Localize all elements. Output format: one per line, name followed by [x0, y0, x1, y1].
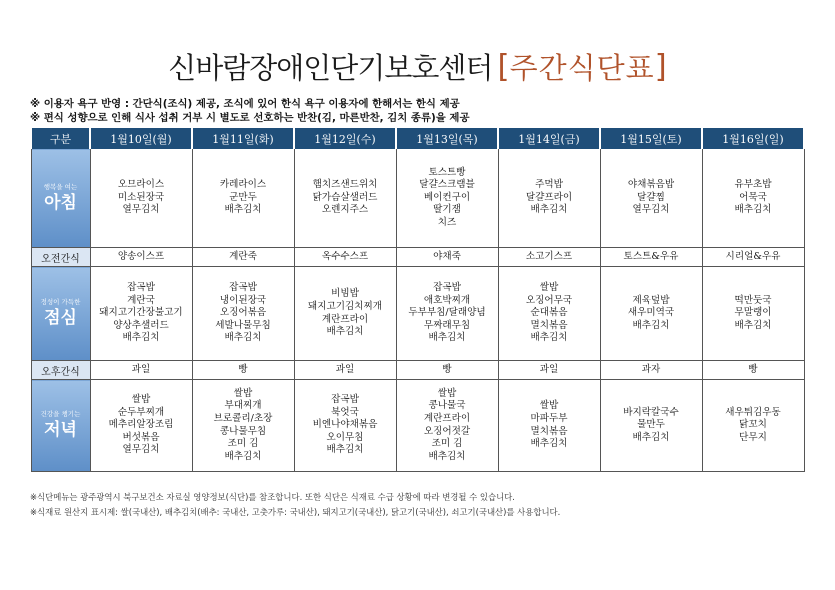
am-snack-cell: 소고기스프 — [498, 248, 600, 267]
breakfast-cell — [600, 149, 702, 248]
am-snack-label: 오전간식 — [31, 248, 90, 267]
pm-snack-cell: 빵 — [396, 361, 498, 380]
dinner-sublabel: 건강을 챙기는 — [40, 410, 81, 418]
menu-item: 순대볶음 — [530, 307, 568, 319]
menu-item: 오징어젓갈 — [423, 425, 471, 437]
menu-item: 닭가슴살샐러드 — [312, 191, 378, 203]
menu-item: 잡곡밥 — [229, 282, 257, 294]
dinner-cell — [192, 380, 294, 472]
pm-snack-cell: 빵 — [702, 361, 804, 380]
dinner-label — [31, 380, 90, 472]
menu-item: 잡곡밥 — [433, 282, 461, 294]
page-title — [0, 46, 835, 87]
lunch-cell — [294, 267, 396, 361]
menu-item: 배추김치 — [632, 319, 670, 331]
breakfast-cell — [702, 149, 804, 248]
menu-item: 쌀밥 — [233, 387, 253, 399]
breakfast-row — [31, 149, 804, 248]
menu-item: 열무김치 — [632, 204, 670, 216]
menu-item: 마파두부 — [530, 412, 568, 424]
menu-item: 두부부침/달래양념 — [408, 307, 486, 319]
menu-title: 주간식단표 — [509, 51, 655, 85]
menu-item: 배추김치 — [530, 204, 568, 216]
menu-item: 브로콜리/초장 — [213, 412, 273, 424]
menu-item: 닭꼬치 — [739, 419, 767, 431]
am-snack-cell: 야채죽 — [396, 248, 498, 267]
pm-snack-cell: 과자 — [600, 361, 702, 380]
menu-item: 베이컨구이 — [423, 191, 471, 203]
menu-item: 제육덮밥 — [632, 294, 670, 306]
am-snack-cell: 토스트&우유 — [600, 248, 702, 267]
menu-item: 열무김치 — [122, 444, 160, 456]
breakfast-cell — [294, 149, 396, 248]
dinner-title: 저녁 — [44, 420, 77, 440]
dinner-cell — [90, 380, 192, 472]
menu-item: 계란프라이 — [321, 313, 369, 325]
menu-item: 배추김치 — [326, 326, 364, 338]
lunch-cell — [90, 267, 192, 361]
menu-item: 북엇국 — [331, 406, 359, 418]
am-snack-row — [31, 248, 804, 267]
lunch-cell — [600, 267, 702, 361]
menu-item: 멸치볶음 — [530, 425, 568, 437]
breakfast-cell — [396, 149, 498, 248]
weekly-menu-table — [30, 128, 805, 472]
breakfast-label — [31, 149, 90, 248]
menu-item: 배추김치 — [428, 332, 466, 344]
title-bracket-close: ] — [654, 48, 667, 85]
am-snack-cell: 옥수수스프 — [294, 248, 396, 267]
pm-snack-cell: 과일 — [498, 361, 600, 380]
menu-item: 떡만둣국 — [734, 294, 772, 306]
bottom-note-1: ※식단메뉴는 광주광역시 북구보건소 자료실 영양정보(식단)를 참조합니다. 또한 식단은 식재료 수급 상황에 따라 변경될 수 있습니다. — [30, 492, 515, 502]
menu-item: 배추김치 — [224, 450, 262, 462]
dinner-cell — [600, 380, 702, 472]
menu-item: 부대찌개 — [224, 400, 262, 412]
menu-item: 치즈 — [437, 216, 457, 228]
dinner-cell — [396, 380, 498, 472]
menu-item: 무짜래무침 — [423, 319, 471, 331]
breakfast-cell — [90, 149, 192, 248]
bottom-note-2: ※식재료 원산지 표시제: 쌀(국내산), 배추김치(배추: 국내산, 고춧가루: 국내산), 돼지고기(국내산), 닭고기(국내산), 쇠고기(국내산)를 사용합니다. — [30, 507, 561, 517]
menu-item: 배추김치 — [734, 319, 772, 331]
menu-item: 어묵국 — [739, 191, 767, 203]
lunch-cell — [396, 267, 498, 361]
menu-item: 오이무침 — [326, 431, 364, 443]
menu-item: 배추김치 — [326, 444, 364, 456]
menu-item: 조미 김 — [227, 438, 259, 450]
menu-item: 햄치즈샌드위치 — [312, 179, 378, 191]
menu-item: 쌀밥 — [539, 282, 559, 294]
am-snack-cell: 양송이스프 — [90, 248, 192, 267]
lunch-row — [31, 267, 804, 361]
day-header: 1월12일(수) — [294, 129, 396, 149]
menu-item: 비엔나야채볶음 — [312, 419, 378, 431]
day-header: 1월13일(목) — [396, 129, 498, 149]
dinner-row — [31, 380, 804, 472]
menu-item: 배추김치 — [224, 332, 262, 344]
menu-item: 달걀스크램블 — [419, 179, 475, 191]
am-snack-cell: 시리얼&우유 — [702, 248, 804, 267]
menu-item: 토스트빵 — [428, 166, 466, 178]
menu-item: 비빔밥 — [331, 288, 359, 300]
menu-item: 유부초밥 — [734, 179, 772, 191]
menu-item: 달걀찜 — [637, 191, 665, 203]
menu-item: 계란국 — [127, 294, 155, 306]
pm-snack-cell: 빵 — [192, 361, 294, 380]
lunch-cell — [498, 267, 600, 361]
lunch-cell — [702, 267, 804, 361]
menu-item: 양상추샐러드 — [113, 319, 169, 331]
menu-item: 잡곡밥 — [127, 282, 155, 294]
title-bracket-open: [ — [497, 48, 510, 85]
menu-item: 열무김치 — [122, 204, 160, 216]
menu-item: 멸치볶음 — [530, 319, 568, 331]
menu-item: 냉이된장국 — [219, 294, 267, 306]
menu-item: 세발나물무침 — [215, 319, 271, 331]
menu-item: 계란프라이 — [423, 412, 471, 424]
menu-item: 달걀프라이 — [525, 191, 573, 203]
day-header: 1월10일(월) — [90, 129, 192, 149]
am-snack-cell: 계란죽 — [192, 248, 294, 267]
day-header: 1월16일(일) — [702, 129, 804, 149]
menu-item: 새우튀김우동 — [725, 406, 781, 418]
pm-snack-cell: 과일 — [294, 361, 396, 380]
breakfast-sublabel: 행복을 여는 — [43, 182, 78, 191]
menu-item: 단무지 — [739, 431, 767, 443]
menu-item: 배추김치 — [224, 204, 262, 216]
dinner-cell — [498, 380, 600, 472]
breakfast-cell — [498, 149, 600, 248]
menu-item: 잡곡밥 — [331, 394, 359, 406]
menu-item: 돼지고기간장불고기 — [99, 307, 183, 319]
menu-item: 쌀밥 — [131, 394, 151, 406]
lunch-title: 점심 — [44, 308, 77, 328]
menu-item: 야채볶음밥 — [627, 179, 675, 191]
menu-item: 버섯볶음 — [122, 431, 160, 443]
menu-item: 주먹밥 — [535, 179, 563, 191]
menu-item: 새우미역국 — [627, 307, 675, 319]
dinner-cell — [702, 380, 804, 472]
menu-item: 카레라이스 — [219, 179, 267, 191]
pm-snack-label: 오후간식 — [31, 361, 90, 380]
dinner-cell — [294, 380, 396, 472]
menu-item: 애호박찌개 — [423, 294, 471, 306]
menu-item: 쌀밥 — [539, 400, 559, 412]
corner-label: 구분 — [31, 129, 90, 149]
breakfast-title: 아침 — [44, 192, 77, 213]
menu-item: 콩나물무침 — [219, 425, 267, 437]
day-header: 1월14일(금) — [498, 129, 600, 149]
menu-item: 메추리알장조림 — [108, 419, 174, 431]
menu-item: 군만두 — [229, 191, 257, 203]
menu-item: 콩나물국 — [428, 400, 466, 412]
menu-item: 배추김치 — [734, 204, 772, 216]
top-notes — [30, 97, 469, 125]
menu-item: 미소된장국 — [117, 191, 165, 203]
menu-item: 순두부찌개 — [117, 406, 165, 418]
day-header: 1월11일(화) — [192, 129, 294, 149]
menu-item: 오므라이스 — [117, 179, 165, 191]
menu-item: 쌀밥 — [437, 387, 457, 399]
menu-item: 딸기잼 — [433, 204, 461, 216]
top-note-2: ※ 편식 성향으로 인해 식사 섭취 거부 시 별도로 선호하는 반찬(김, 마른반찬, 김치 종류)을 제공 — [30, 112, 470, 124]
menu-item: 배추김치 — [428, 450, 466, 462]
top-note-1: ※ 이용자 욕구 반영 : 간단식(조식) 제공, 조식에 있어 한식 욕구 이용자에 한해서는 한식 제공 — [30, 98, 460, 110]
menu-item: 배추김치 — [122, 332, 160, 344]
lunch-sublabel: 정성이 가득한 — [40, 298, 81, 306]
header-row — [31, 129, 804, 149]
pm-snack-cell: 과일 — [90, 361, 192, 380]
center-name: 신바람장애인단기보호센터 — [168, 51, 493, 85]
bottom-notes — [30, 490, 560, 520]
pm-snack-row — [31, 361, 804, 380]
menu-item: 배추김치 — [530, 332, 568, 344]
menu-item: 물만두 — [637, 419, 665, 431]
day-header: 1월15일(토) — [600, 129, 702, 149]
menu-item: 조미 김 — [431, 438, 463, 450]
menu-item: 배추김치 — [632, 431, 670, 443]
menu-item: 오렌지주스 — [321, 204, 369, 216]
menu-item: 바지락칼국수 — [623, 406, 679, 418]
menu-item: 배추김치 — [530, 438, 568, 450]
menu-item: 오징어무국 — [525, 294, 573, 306]
breakfast-cell — [192, 149, 294, 248]
menu-item: 오징어볶음 — [219, 307, 267, 319]
lunch-cell — [192, 267, 294, 361]
lunch-label — [31, 267, 90, 361]
menu-item: 돼지고기김치찌개 — [307, 300, 383, 312]
menu-item: 무말랭이 — [734, 307, 772, 319]
